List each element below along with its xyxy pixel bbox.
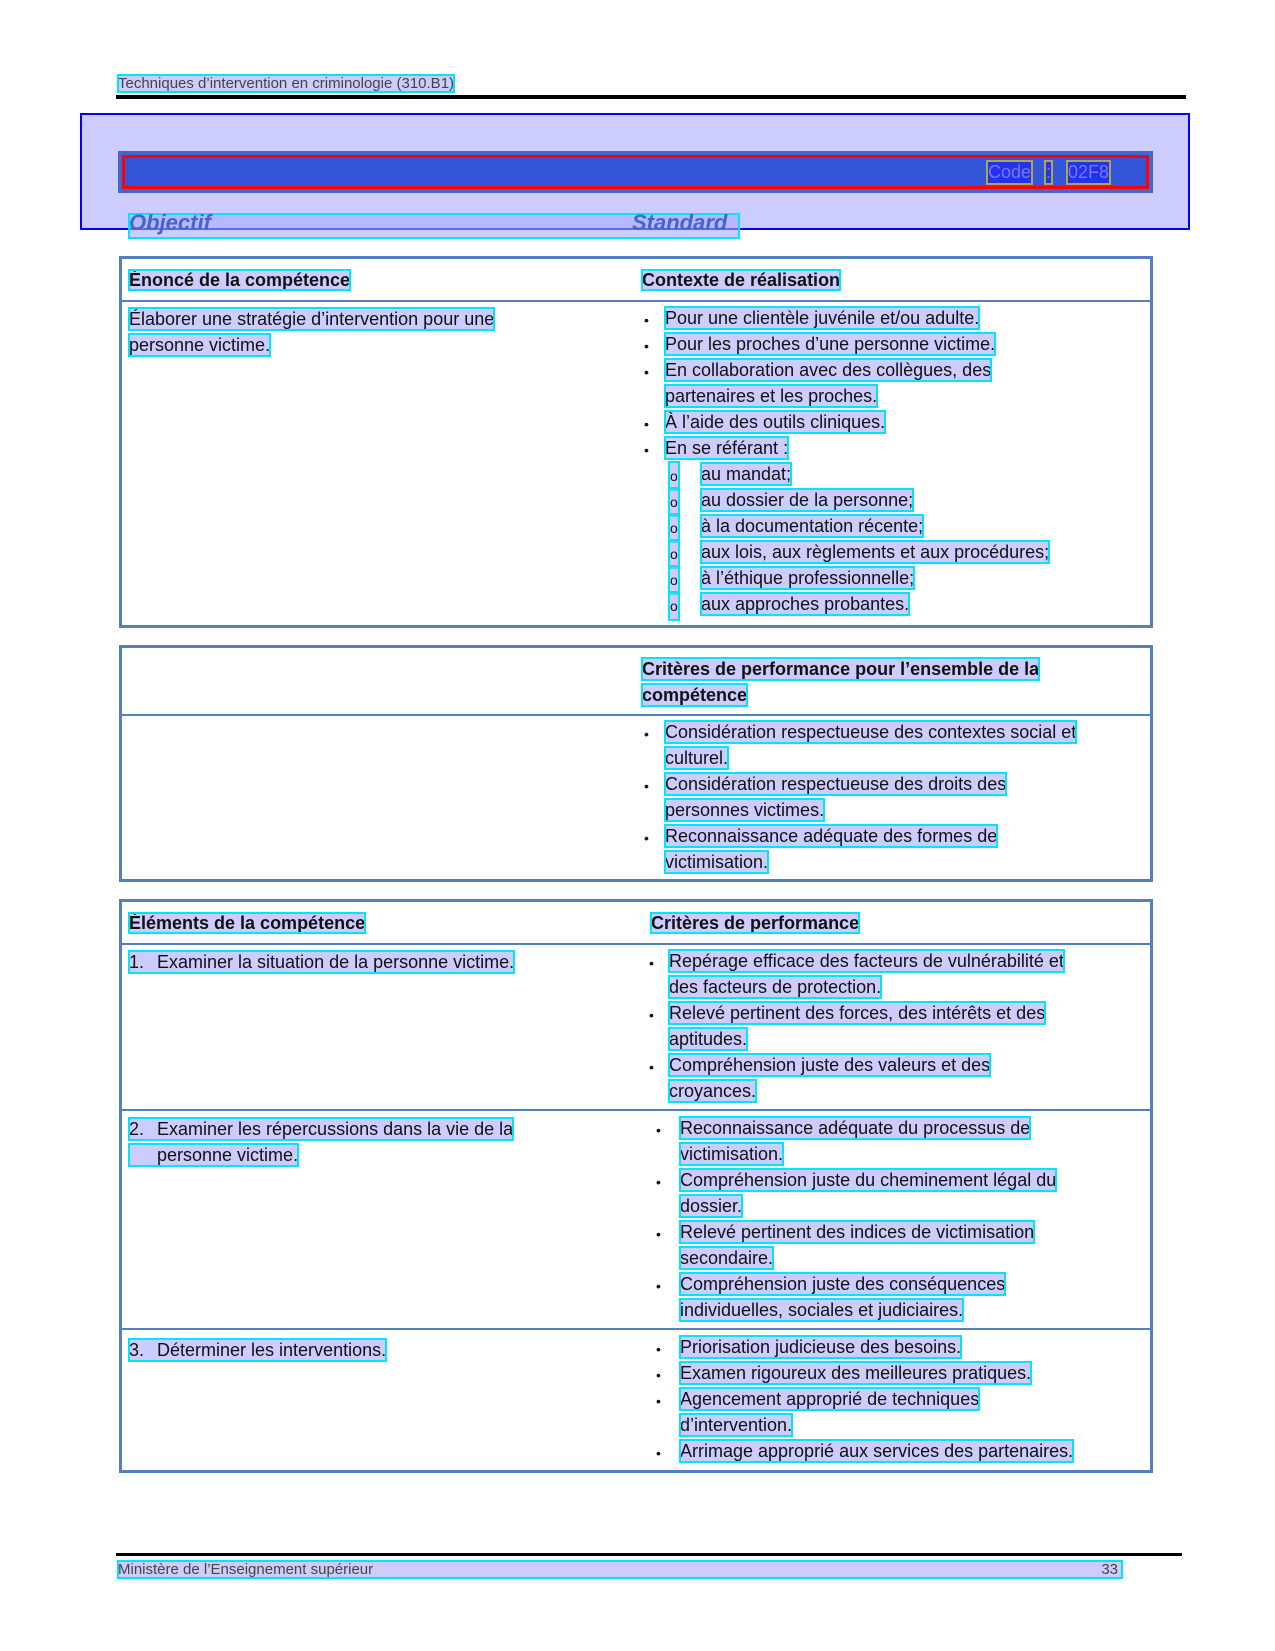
element-number: 3. bbox=[129, 1340, 145, 1360]
code-value: 02F8 bbox=[1068, 162, 1110, 182]
bullet-icon: • bbox=[656, 1341, 661, 1357]
overall-criteria-header bbox=[642, 656, 1039, 708]
list-item-text: à la documentation récente; bbox=[701, 516, 924, 536]
list-item-text: Reconnaissance adéquate des formes de bbox=[665, 826, 998, 846]
page-number: 33 bbox=[1101, 1561, 1118, 1578]
list-item-text: En collaboration avec des collègues, des bbox=[665, 360, 992, 380]
standard-label: Standard bbox=[632, 210, 728, 235]
list-item-text: dossier. bbox=[680, 1196, 743, 1216]
list-item bbox=[642, 797, 1076, 823]
bullet-icon: • bbox=[644, 364, 649, 380]
list-item-text: Compréhension juste des conséquences bbox=[680, 1274, 1006, 1294]
circle-bullet-icon: o bbox=[670, 515, 678, 541]
list-item-text: Reconnaissance adéquate du processus de bbox=[680, 1118, 1031, 1138]
list-item bbox=[654, 1245, 1056, 1271]
list-item bbox=[647, 1000, 1064, 1026]
list-item-text: Relevé pertinent des forces, des intérêts et des bbox=[669, 1003, 1046, 1023]
list-item-text: En se référant : bbox=[665, 438, 789, 458]
bullet-icon: • bbox=[656, 1278, 661, 1294]
overall-criteria-list bbox=[642, 719, 1076, 875]
list-item-text: victimisation. bbox=[665, 852, 769, 872]
running-header: Techniques d’intervention en criminologie (310.B1) bbox=[118, 75, 455, 92]
competence-header: Énoncé de la compétence bbox=[129, 270, 351, 290]
text: Critères de performance pour l’ensemble de la bbox=[642, 659, 1040, 679]
list-item-text: Arrimage approprié aux services des partenaires. bbox=[680, 1441, 1074, 1461]
list-item bbox=[654, 1438, 1073, 1464]
element-text: Examiner la situation de la personne victime. bbox=[157, 952, 515, 972]
text: compétence bbox=[642, 685, 748, 705]
list-item bbox=[642, 357, 1049, 383]
list-item-text: aux approches probantes. bbox=[701, 594, 910, 614]
list-item bbox=[654, 1115, 1056, 1141]
list-item bbox=[642, 849, 1076, 875]
list-item-text: Considération respectueuse des contextes social et bbox=[665, 722, 1077, 742]
divider bbox=[119, 714, 1153, 716]
element-text: Examiner les répercussions dans la vie de la bbox=[157, 1119, 514, 1139]
list-item bbox=[647, 948, 1064, 974]
list-item bbox=[642, 565, 1049, 591]
list-item bbox=[642, 487, 1049, 513]
list-item bbox=[647, 1078, 1064, 1104]
code-separator: : bbox=[1046, 162, 1052, 182]
context-header: Contexte de réalisation bbox=[642, 270, 841, 290]
criteria-row-2 bbox=[654, 1115, 1056, 1323]
element-highlight bbox=[129, 1118, 513, 1140]
text: personne victime. bbox=[129, 335, 271, 355]
context-list bbox=[642, 305, 1049, 617]
bullet-icon: • bbox=[644, 442, 649, 458]
bullet-icon: • bbox=[656, 1445, 661, 1461]
footer bbox=[118, 1561, 1122, 1578]
competence-statement bbox=[129, 306, 494, 358]
footer-ministry: Ministère de l’Enseignement supérieur bbox=[118, 1561, 374, 1578]
list-item bbox=[654, 1271, 1056, 1297]
element-number: 2. bbox=[129, 1119, 145, 1139]
list-item bbox=[642, 383, 1049, 409]
list-item-text: Compréhension juste des valeurs et des bbox=[669, 1055, 991, 1075]
text-line bbox=[129, 332, 494, 358]
list-item bbox=[654, 1334, 1073, 1360]
bullet-icon: • bbox=[656, 1174, 661, 1190]
bullet-icon: • bbox=[656, 1122, 661, 1138]
element-text: personne victime. bbox=[157, 1145, 299, 1165]
list-item bbox=[642, 823, 1076, 849]
criteria-row-1 bbox=[647, 948, 1064, 1104]
criteria-header: Critères de performance bbox=[651, 913, 860, 933]
list-item-text: culturel. bbox=[665, 748, 729, 768]
list-item-text: secondaire. bbox=[680, 1248, 774, 1268]
bullet-icon: • bbox=[649, 1007, 654, 1023]
bullet-icon: • bbox=[656, 1226, 661, 1242]
divider bbox=[119, 943, 1153, 945]
list-item-text: personnes victimes. bbox=[665, 800, 825, 820]
list-item-text: Examen rigoureux des meilleures pratiques. bbox=[680, 1363, 1032, 1383]
list-item bbox=[654, 1297, 1056, 1323]
text: Élaborer une stratégie d’intervention pour une bbox=[129, 309, 495, 329]
list-item bbox=[654, 1167, 1056, 1193]
list-item bbox=[642, 331, 1049, 357]
elements-header: Éléments de la compétence bbox=[129, 913, 366, 933]
list-item-text: au mandat; bbox=[701, 464, 792, 484]
code-label: Code bbox=[988, 162, 1032, 182]
list-item bbox=[647, 1026, 1064, 1052]
bullet-icon: • bbox=[644, 312, 649, 328]
bullet-icon: • bbox=[656, 1367, 661, 1383]
bullet-icon: • bbox=[644, 726, 649, 742]
list-item bbox=[642, 591, 1049, 617]
footer-rule bbox=[116, 1553, 1182, 1556]
list-item-text: à l’éthique professionnelle; bbox=[701, 568, 915, 588]
list-item-text: Agencement approprié de techniques bbox=[680, 1389, 980, 1409]
list-item-text: croyances. bbox=[669, 1081, 757, 1101]
list-item-text: aptitudes. bbox=[669, 1029, 748, 1049]
list-item-text: partenaires et les proches. bbox=[665, 386, 878, 406]
list-item bbox=[654, 1141, 1056, 1167]
list-item bbox=[642, 305, 1049, 331]
list-item-text: victimisation. bbox=[680, 1144, 784, 1164]
circle-bullet-icon: o bbox=[670, 489, 678, 515]
text-line bbox=[129, 949, 514, 975]
text-line bbox=[129, 1142, 513, 1168]
element-number: 1. bbox=[129, 952, 145, 972]
bullet-icon: • bbox=[644, 778, 649, 794]
element-highlight bbox=[129, 951, 514, 973]
list-item bbox=[642, 745, 1076, 771]
divider bbox=[119, 1109, 1153, 1111]
header-rule bbox=[116, 95, 1186, 99]
list-item bbox=[642, 513, 1049, 539]
text-line bbox=[642, 656, 1039, 682]
bullet-icon: • bbox=[644, 416, 649, 432]
bullet-icon: • bbox=[644, 830, 649, 846]
list-item bbox=[654, 1193, 1056, 1219]
circle-bullet-icon: o bbox=[670, 541, 678, 567]
list-item-text: À l’aide des outils cliniques. bbox=[665, 412, 886, 432]
objectif-label: Objectif bbox=[129, 210, 211, 235]
bullet-icon: • bbox=[649, 1059, 654, 1075]
bullet-icon: • bbox=[644, 338, 649, 354]
list-item bbox=[642, 771, 1076, 797]
text-line bbox=[642, 682, 1039, 708]
list-item bbox=[642, 461, 1049, 487]
list-item bbox=[654, 1360, 1073, 1386]
list-item bbox=[647, 1052, 1064, 1078]
circle-bullet-icon: o bbox=[670, 593, 678, 619]
criteria-row-3 bbox=[654, 1334, 1073, 1464]
list-item-text: d’intervention. bbox=[680, 1415, 793, 1435]
text-line bbox=[129, 1337, 386, 1363]
list-item-text: aux lois, aux règlements et aux procédures; bbox=[701, 542, 1050, 562]
list-item bbox=[654, 1412, 1073, 1438]
element-row-1 bbox=[129, 949, 514, 975]
list-item-text: Compréhension juste du cheminement légal du bbox=[680, 1170, 1057, 1190]
list-item-text: Pour les proches d’une personne victime. bbox=[665, 334, 996, 354]
list-item-text: individuelles, sociales et judiciaires. bbox=[680, 1300, 964, 1320]
list-item-text: Priorisation judicieuse des besoins. bbox=[680, 1337, 962, 1357]
list-item bbox=[647, 974, 1064, 1000]
list-item bbox=[642, 409, 1049, 435]
text-line bbox=[129, 306, 494, 332]
list-item-text: au dossier de la personne; bbox=[701, 490, 914, 510]
element-row-3 bbox=[129, 1337, 386, 1363]
list-item bbox=[642, 435, 1049, 461]
text-line bbox=[129, 1116, 513, 1142]
element-row-2 bbox=[129, 1116, 513, 1168]
circle-bullet-icon: o bbox=[670, 463, 678, 489]
element-highlight bbox=[129, 1339, 386, 1361]
list-item-text: Repérage efficace des facteurs de vulnérabilité et bbox=[669, 951, 1064, 971]
list-item bbox=[654, 1219, 1056, 1245]
circle-bullet-icon: o bbox=[670, 567, 678, 593]
list-item bbox=[642, 539, 1049, 565]
list-item-text: des facteurs de protection. bbox=[669, 977, 882, 997]
element-text: Déterminer les interventions. bbox=[157, 1340, 387, 1360]
divider bbox=[119, 300, 1153, 302]
list-item-text: Pour une clientèle juvénile et/ou adulte. bbox=[665, 308, 980, 328]
element-highlight bbox=[129, 1144, 298, 1166]
divider bbox=[119, 1328, 1153, 1330]
list-item bbox=[642, 719, 1076, 745]
bullet-icon: • bbox=[649, 955, 654, 971]
bullet-icon: • bbox=[656, 1393, 661, 1409]
list-item-text: Considération respectueuse des droits des bbox=[665, 774, 1007, 794]
list-item-text: Relevé pertinent des indices de victimisation bbox=[680, 1222, 1035, 1242]
list-item bbox=[654, 1386, 1073, 1412]
